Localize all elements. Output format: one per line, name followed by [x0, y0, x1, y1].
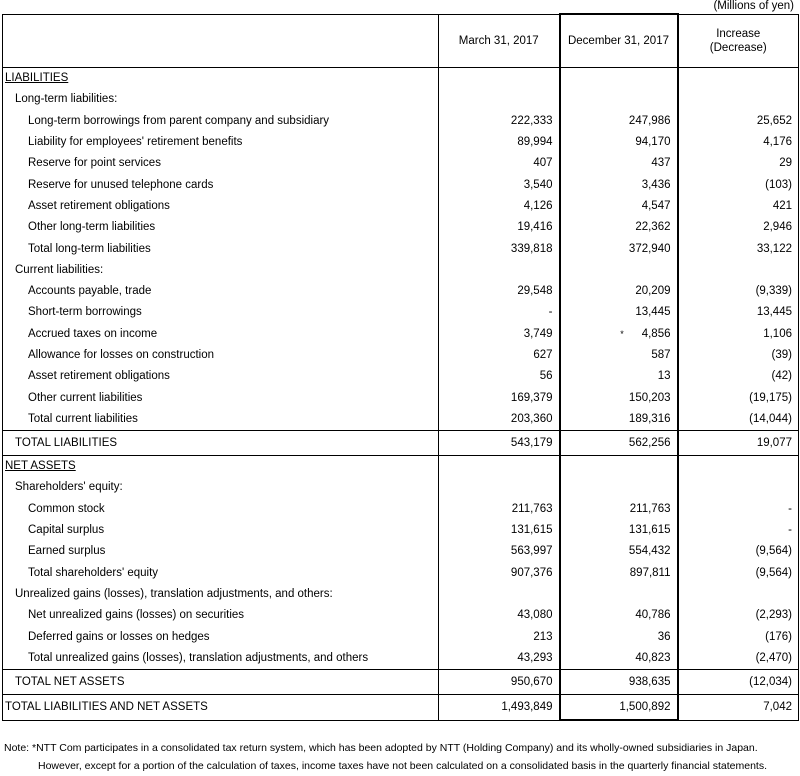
value-december-2017: 587: [560, 345, 678, 366]
value-december-2017: 189,316: [560, 409, 678, 431]
header-december-2017: December 31, 2017: [560, 14, 678, 68]
value-increase-decrease: 421: [678, 196, 799, 217]
value-december-2017: [560, 324, 678, 345]
value-march-2017: 211,763: [439, 499, 560, 520]
value-increase-decrease: (2,293): [678, 605, 799, 626]
row-label: Total long-term liabilities: [28, 242, 151, 255]
row-label: Long-term borrowings from parent company and subsidiary: [28, 114, 330, 127]
value-december-2017: 40,823: [560, 648, 678, 670]
note-line-2: However, except for a portion of the calculation of taxes, income taxes have not been calculated on a consolidated basis in the quarterly financial statements.: [38, 760, 768, 772]
value-increase-decrease: 1,106: [678, 324, 799, 345]
value-march-2017: 56: [439, 366, 560, 387]
value-increase-decrease: (103): [678, 174, 799, 195]
row-label: Other long-term liabilities: [28, 221, 156, 234]
value-increase-decrease: (176): [678, 626, 799, 647]
value-december-2017: [560, 477, 678, 498]
row-label: Total unrealized gains (losses), translation adjustments, and others: [28, 651, 369, 664]
table-row: [3, 217, 799, 238]
value-march-2017: 203,360: [439, 409, 560, 431]
value-increase-decrease: 19,077: [678, 431, 799, 456]
header-increase: Increase: [716, 27, 761, 40]
value-increase-decrease: (14,044): [678, 409, 799, 431]
table-row: [3, 477, 799, 498]
table-row: [3, 541, 799, 562]
row-label: Accrued taxes on income: [28, 327, 158, 340]
table-row: [3, 366, 799, 387]
value-increase-decrease: [678, 477, 799, 498]
value-march-2017: 339,818: [439, 238, 560, 259]
value-december-2017: 4,547: [560, 196, 678, 217]
value-increase-decrease: [678, 260, 799, 281]
table-row: [3, 196, 799, 217]
value-december-2017: 247,986: [560, 111, 678, 132]
value-december-2017: 437: [560, 153, 678, 174]
value-december-2017: 1,500,892: [560, 695, 678, 721]
header-march-2017: March 31, 2017: [439, 14, 560, 68]
table-row: [3, 626, 799, 647]
header-increase-decrease: [678, 14, 799, 68]
table-row: [3, 153, 799, 174]
row-label: Reserve for unused telephone cards: [28, 178, 214, 191]
cell-value: 4,856: [641, 327, 671, 340]
value-increase-decrease: 33,122: [678, 238, 799, 259]
row-label: TOTAL LIABILITIES: [3, 431, 439, 456]
table-row: [3, 324, 799, 345]
table-row: [3, 431, 799, 456]
value-march-2017: [439, 89, 560, 110]
value-march-2017: 3,749: [439, 324, 560, 345]
table-row: [3, 648, 799, 670]
value-december-2017: 131,615: [560, 520, 678, 541]
header-label: [3, 14, 439, 68]
row-label: Allowance for losses on construction: [28, 349, 215, 361]
value-increase-decrease: 4,176: [678, 132, 799, 153]
unit-label: (Millions of yen): [713, 0, 794, 12]
value-march-2017: 950,670: [439, 670, 560, 695]
row-label: Long-term liabilities:: [15, 93, 118, 106]
value-increase-decrease: (19,175): [678, 387, 799, 408]
value-increase-decrease: [678, 68, 799, 90]
value-march-2017: 543,179: [439, 431, 560, 456]
value-december-2017: 372,940: [560, 238, 678, 259]
value-december-2017: 13,445: [560, 302, 678, 323]
row-label: Asset retirement obligations: [28, 370, 170, 383]
value-increase-decrease: (12,034): [678, 670, 799, 695]
value-increase-decrease: (9,564): [678, 563, 799, 584]
value-march-2017: 169,379: [439, 387, 560, 408]
row-label: LIABILITIES: [5, 72, 69, 85]
table-row: [3, 132, 799, 153]
value-march-2017: -: [439, 302, 560, 323]
table-row: [3, 345, 799, 366]
row-label: Asset retirement obligations: [28, 199, 170, 212]
value-increase-decrease: (9,564): [678, 541, 799, 562]
row-label: Total current liabilities: [28, 412, 138, 425]
row-label: Current liabilities:: [15, 263, 104, 276]
table-row: [3, 499, 799, 520]
row-label: Accounts payable, trade: [28, 285, 152, 298]
row-label: Short-term borrowings: [28, 306, 142, 319]
row-label: Total shareholders' equity: [28, 566, 159, 579]
header-row: [3, 14, 799, 68]
value-march-2017: 1,493,849: [439, 695, 560, 721]
footnote-asterisk: *: [620, 328, 624, 339]
value-december-2017: [560, 260, 678, 281]
row-label: Liability for employees' retirement benefits: [28, 136, 243, 149]
value-december-2017: [560, 584, 678, 605]
value-march-2017: 563,997: [439, 541, 560, 562]
value-march-2017: [439, 456, 560, 478]
value-march-2017: 407: [439, 153, 560, 174]
value-march-2017: 43,293: [439, 648, 560, 670]
value-march-2017: [439, 477, 560, 498]
value-increase-decrease: (39): [678, 345, 799, 366]
value-increase-decrease: 25,652: [678, 111, 799, 132]
row-label: Capital surplus: [28, 524, 105, 537]
value-increase-decrease: [678, 456, 799, 478]
table-row: [3, 174, 799, 195]
table-row: [3, 605, 799, 626]
value-march-2017: 222,333: [439, 111, 560, 132]
table-body: [3, 68, 799, 721]
value-increase-decrease: 2,946: [678, 217, 799, 238]
value-march-2017: 131,615: [439, 520, 560, 541]
value-increase-decrease: 13,445: [678, 302, 799, 323]
value-march-2017: 627: [439, 345, 560, 366]
table-row: [3, 563, 799, 584]
note-line-1: Note: *NTT Com participates in a consolidated tax return system, which has been adopted by NTT (Holding Company) and its wholly-owned subsidiaries in Japan.: [4, 742, 758, 754]
value-increase-decrease: (9,339): [678, 281, 799, 302]
table-row: [3, 111, 799, 132]
table-row: [3, 456, 799, 478]
value-december-2017: 13: [560, 366, 678, 387]
value-december-2017: [560, 89, 678, 110]
value-march-2017: 89,994: [439, 132, 560, 153]
row-label: Common stock: [28, 502, 105, 515]
value-december-2017: 554,432: [560, 541, 678, 562]
value-march-2017: 4,126: [439, 196, 560, 217]
table-row: [3, 584, 799, 605]
value-december-2017: 20,209: [560, 281, 678, 302]
row-label: Other current liabilities: [28, 391, 143, 404]
table-row: [3, 260, 799, 281]
table-row: [3, 238, 799, 259]
table-row: [3, 281, 799, 302]
value-december-2017: 562,256: [560, 431, 678, 456]
value-december-2017: 94,170: [560, 132, 678, 153]
row-label: TOTAL LIABILITIES AND NET ASSETS: [3, 695, 439, 721]
row-label: Deferred gains or losses on hedges: [28, 630, 210, 643]
table-row: [3, 695, 799, 721]
table-row: [3, 409, 799, 431]
row-label: Unrealized gains (losses), translation adjustments, and others:: [15, 587, 333, 600]
row-label: Net unrealized gains (losses) on securities: [28, 609, 245, 622]
value-december-2017: 211,763: [560, 499, 678, 520]
value-increase-decrease: -: [678, 499, 799, 520]
value-december-2017: 150,203: [560, 387, 678, 408]
value-december-2017: 36: [560, 626, 678, 647]
row-label: Earned surplus: [28, 545, 106, 558]
value-march-2017: 213: [439, 626, 560, 647]
value-december-2017: 938,635: [560, 670, 678, 695]
table-row: [3, 387, 799, 408]
row-label: TOTAL NET ASSETS: [3, 670, 439, 695]
value-march-2017: [439, 68, 560, 90]
table-row: [3, 670, 799, 695]
value-march-2017: 907,376: [439, 563, 560, 584]
value-increase-decrease: -: [678, 520, 799, 541]
row-label: Shareholders' equity:: [15, 481, 123, 494]
value-december-2017: [560, 68, 678, 90]
value-increase-decrease: [678, 89, 799, 110]
value-march-2017: 43,080: [439, 605, 560, 626]
value-increase-decrease: (42): [678, 366, 799, 387]
value-march-2017: 19,416: [439, 217, 560, 238]
table-row: [3, 89, 799, 110]
value-march-2017: 3,540: [439, 174, 560, 195]
value-december-2017: 22,362: [560, 217, 678, 238]
value-december-2017: 3,436: [560, 174, 678, 195]
value-december-2017: [560, 456, 678, 478]
value-march-2017: [439, 584, 560, 605]
value-increase-decrease: 7,042: [678, 695, 799, 721]
header-decrease: (Decrease): [709, 41, 767, 54]
row-label: Reserve for point services: [28, 157, 161, 170]
balance-sheet-table: [2, 13, 799, 721]
table-row: [3, 302, 799, 323]
value-increase-decrease: 29: [678, 153, 799, 174]
value-increase-decrease: (2,470): [678, 648, 799, 670]
value-march-2017: 29,548: [439, 281, 560, 302]
value-december-2017: 897,811: [560, 563, 678, 584]
value-march-2017: [439, 260, 560, 281]
value-increase-decrease: [678, 584, 799, 605]
value-december-2017: 40,786: [560, 605, 678, 626]
table-row: [3, 520, 799, 541]
row-label: NET ASSETS: [3, 456, 439, 478]
table-row: [3, 68, 799, 90]
